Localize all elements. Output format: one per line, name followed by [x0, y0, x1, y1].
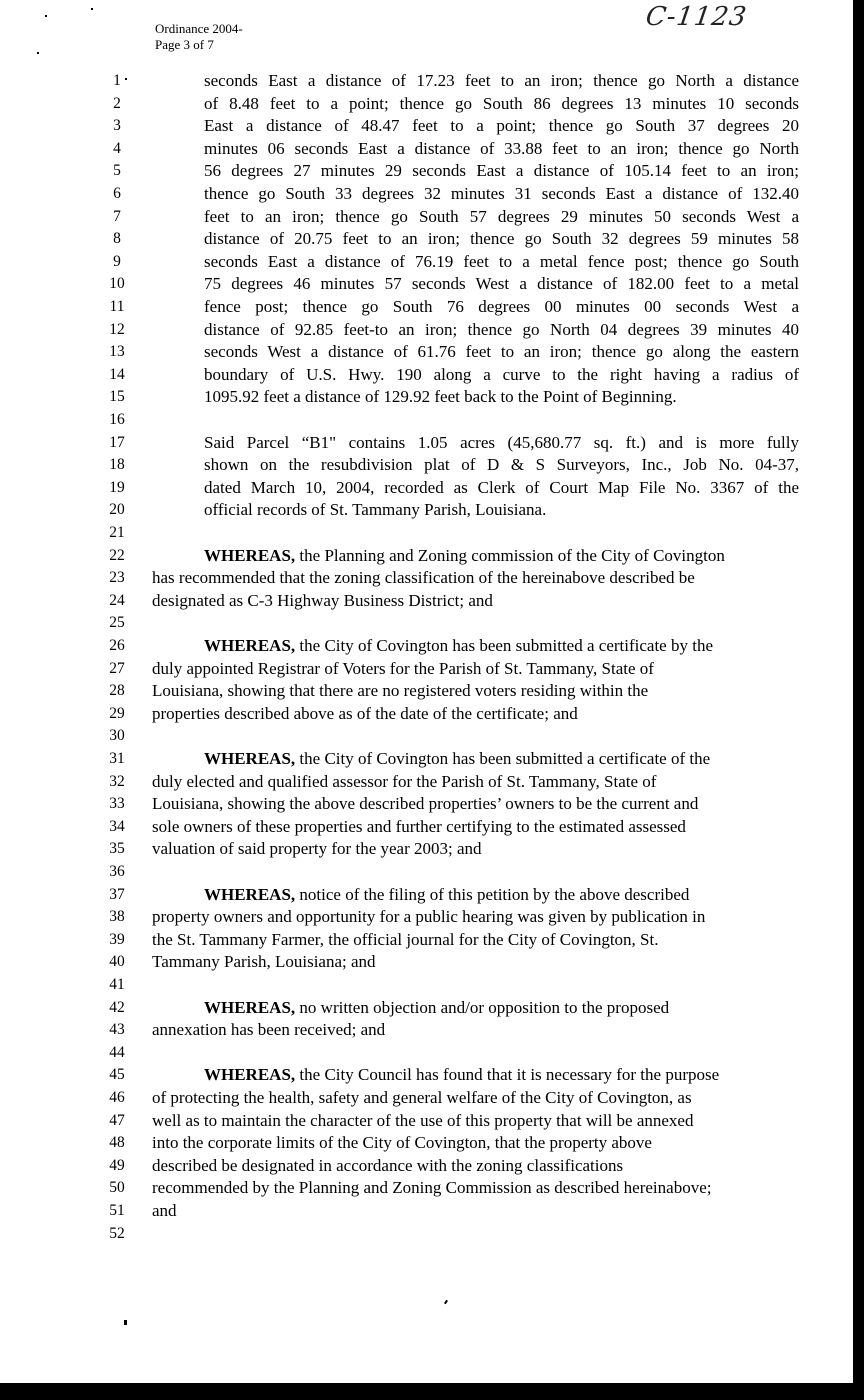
line-number: 33 — [109, 795, 125, 813]
line-number: 9 — [113, 252, 121, 270]
line-number: 41 — [109, 976, 125, 993]
line-number: 30 — [109, 727, 125, 745]
ordinance-number: Ordinance 2004- — [155, 21, 243, 36]
line-text — [152, 748, 710, 771]
document-line — [0, 884, 853, 907]
document-line — [0, 138, 853, 161]
line-number: 27 — [109, 659, 125, 677]
line-number: 28 — [109, 682, 125, 700]
document-line — [0, 206, 853, 229]
document-line — [0, 432, 853, 455]
line-number: 42 — [109, 998, 125, 1016]
document-line — [0, 1177, 853, 1200]
scan-speck — [124, 1320, 127, 1325]
line-text: shown on the resubdivision plat of D & S Surveyors, Inc., Job No. 04-37, — [204, 455, 799, 475]
scan-speck — [37, 52, 39, 54]
line-number: 34 — [109, 817, 125, 835]
line-text: seconds East a distance of 76.19 feet to a metal fence post; thence go South — [204, 251, 799, 271]
document-line — [0, 612, 853, 635]
line-text — [152, 635, 713, 658]
line-number: 31 — [109, 750, 125, 767]
document-line — [0, 93, 853, 116]
line-number: 12 — [109, 320, 125, 338]
line-number: 39 — [109, 930, 125, 948]
line-text: boundary of U.S. Hwy. 190 along a curve to the right having a radius of — [204, 364, 799, 384]
document-line — [0, 1223, 853, 1246]
document-line — [0, 951, 853, 974]
line-number: 48 — [109, 1134, 125, 1152]
whereas-keyword: WHEREAS, — [204, 1065, 296, 1085]
line-number: 44 — [109, 1043, 125, 1061]
line-text: designated as C-3 Highway Business District; and — [152, 590, 493, 610]
line-number: 10 — [109, 275, 125, 293]
document-line — [0, 296, 853, 319]
line-number: 13 — [109, 343, 125, 361]
whereas-keyword: WHEREAS, — [204, 636, 296, 655]
document-line — [0, 771, 853, 794]
line-number: 22 — [109, 546, 125, 564]
line-number: 49 — [109, 1156, 125, 1174]
line-text: valuation of said property for the year 2003; and — [152, 839, 482, 859]
line-number: 18 — [109, 456, 125, 474]
handwritten-stamp: C-1123 — [643, 2, 749, 32]
page-number: Page 3 of 7 — [155, 37, 214, 52]
line-number: 17 — [109, 433, 125, 451]
line-text: the St. Tammany Farmer, the official journal for the City of Covington, St. — [152, 929, 659, 949]
line-text: 75 degrees 46 minutes 57 seconds West a distance of 182.00 feet to a metal — [204, 274, 799, 294]
document-line — [0, 1155, 853, 1178]
line-text — [152, 997, 669, 1020]
line-text: East a distance of 48.47 feet to a point; thence go South 37 degrees 20 — [204, 116, 799, 136]
line-text: sole owners of these properties and further certifying to the estimated assessed — [152, 816, 686, 836]
line-number: 38 — [109, 908, 125, 926]
line-text: Louisiana, showing that there are no registered voters residing within the — [152, 681, 649, 701]
line-text: thence go South 33 degrees 32 minutes 31 seconds East a distance of 132.40 — [204, 184, 799, 203]
line-text-rest: notice of the filing of this petition by the above described — [295, 884, 690, 904]
line-number: 51 — [109, 1202, 125, 1219]
line-number: 25 — [109, 614, 125, 632]
line-text: feet to an iron; thence go South 57 degrees 29 minutes 50 seconds West a — [204, 206, 799, 226]
document-line — [0, 1087, 853, 1110]
line-text: recommended by the Planning and Zoning Commission as described hereinabove; — [152, 1178, 712, 1198]
document-line — [0, 477, 853, 500]
document-line — [0, 454, 853, 477]
document-line — [0, 567, 853, 590]
line-number: 46 — [109, 1089, 125, 1106]
line-text: duly elected and qualified assessor for the Parish of St. Tammany, State of — [152, 771, 657, 791]
document-line — [0, 974, 853, 997]
document-line — [0, 590, 853, 613]
document-line — [0, 273, 853, 296]
whereas-keyword: WHEREAS, — [204, 749, 296, 768]
document-line — [0, 1019, 853, 1042]
line-number: 45 — [109, 1066, 125, 1084]
line-text: of protecting the health, safety and general welfare of the City of Covington, as — [152, 1088, 692, 1107]
document-line — [0, 386, 853, 409]
scan-speck — [444, 1300, 448, 1304]
document-line — [0, 997, 853, 1020]
line-text: Louisiana, showing the above described properties’ owners to be the current and — [152, 794, 699, 814]
document-line — [0, 838, 853, 861]
line-text-rest: the City of Covington has been submitted a certificate of the — [295, 749, 711, 768]
line-number: 29 — [109, 704, 125, 722]
line-text-rest: the City of Covington has been submitted a certificate by the — [295, 636, 713, 655]
line-text: into the corporate limits of the City of Covington, that the property above — [152, 1133, 652, 1153]
line-text: distance of 20.75 feet to an iron; thence go South 32 degrees 59 minutes 58 — [204, 229, 799, 249]
line-number: 19 — [109, 478, 125, 496]
document-line — [0, 861, 853, 884]
line-text: distance of 92.85 feet-to an iron; thence go North 04 degrees 39 minutes 40 — [204, 319, 799, 339]
line-text: 1095.92 feet a distance of 129.92 feet back to the Point of Beginning. — [204, 387, 677, 407]
line-number: 2 — [113, 94, 121, 112]
line-text: 56 degrees 27 minutes 29 seconds East a distance of 105.14 feet to an iron; — [204, 161, 799, 181]
line-text — [152, 545, 725, 568]
page-header — [155, 21, 243, 53]
line-text: fence post; thence go South 76 degrees 00 minutes 00 seconds West a — [204, 297, 799, 316]
line-number: 7 — [113, 207, 121, 225]
document-line — [0, 929, 853, 952]
line-number: 21 — [109, 524, 125, 541]
line-text-rest: no written objection and/or opposition to the proposed — [295, 997, 670, 1017]
line-text: properties described above as of the date of the certificate; and — [152, 703, 578, 723]
scan-speck — [91, 8, 93, 10]
whereas-keyword: WHEREAS, — [204, 997, 296, 1017]
line-number: 50 — [109, 1179, 125, 1197]
document-line — [0, 341, 853, 364]
document-line — [0, 319, 853, 342]
scan-speck — [45, 15, 47, 17]
line-number: 5 — [113, 162, 121, 180]
line-number: 37 — [109, 885, 125, 903]
line-number: 1 — [113, 72, 121, 89]
document-line — [0, 228, 853, 251]
document-line — [0, 816, 853, 839]
document-line — [0, 1042, 853, 1065]
whereas-keyword: WHEREAS, — [204, 545, 296, 565]
line-number: 3 — [113, 117, 121, 135]
line-text: described be designated in accordance with the zoning classifications — [152, 1155, 624, 1175]
line-number: 23 — [109, 569, 125, 587]
whereas-keyword: WHEREAS, — [204, 884, 296, 904]
document-line — [0, 658, 853, 681]
document-line — [0, 160, 853, 183]
document-line — [0, 725, 853, 748]
line-text: annexation has been received; and — [152, 1020, 386, 1040]
document-line — [0, 906, 853, 929]
line-number: 26 — [109, 637, 125, 654]
line-text: dated March 10, 2004, recorded as Clerk of Court Map File No. 3367 of the — [204, 477, 799, 497]
document-line — [0, 251, 853, 274]
line-text: well as to maintain the character of the use of this property that will be annexed — [152, 1110, 694, 1130]
document-line — [0, 522, 853, 545]
line-number: 35 — [109, 840, 125, 858]
line-text: Tammany Parish, Louisiana; and — [152, 952, 376, 972]
line-text — [152, 1064, 719, 1087]
document-line — [0, 499, 853, 522]
document-line — [0, 635, 853, 658]
line-number: 32 — [109, 772, 125, 790]
document-line — [0, 680, 853, 703]
line-number: 47 — [109, 1111, 125, 1129]
document-line — [0, 183, 853, 206]
line-number: 40 — [109, 953, 125, 971]
scan-speck — [125, 78, 127, 80]
line-text: of 8.48 feet to a point; thence go South 86 degrees 13 minutes 10 seconds — [204, 93, 799, 113]
line-text: official records of St. Tammany Parish, Louisiana. — [204, 500, 547, 520]
line-text-rest: the Planning and Zoning commission of the City of Covington — [295, 545, 725, 565]
line-text: property owners and opportunity for a public hearing was given by publication in — [152, 907, 706, 927]
document-line — [0, 70, 853, 93]
line-number: 6 — [113, 185, 121, 202]
line-number: 8 — [113, 230, 121, 248]
line-number: 36 — [109, 863, 125, 880]
line-number: 14 — [109, 365, 125, 383]
document-line — [0, 748, 853, 771]
line-text: minutes 06 seconds East a distance of 33.88 feet to an iron; thence go North — [204, 138, 799, 158]
document-line — [0, 409, 853, 432]
document-line — [0, 364, 853, 387]
line-text: Said Parcel “B1" contains 1.05 acres (45,680.77 sq. ft.) and is more fully — [204, 432, 799, 452]
line-number: 24 — [109, 591, 125, 609]
line-text: duly appointed Registrar of Voters for the Parish of St. Tammany, State of — [152, 658, 654, 678]
document-line — [0, 1132, 853, 1155]
line-text: seconds East a distance of 17.23 feet to an iron; thence go North a distance — [204, 71, 799, 90]
document-line — [0, 1064, 853, 1087]
line-text: has recommended that the zoning classification of the hereinabove described be — [152, 568, 695, 588]
line-number: 20 — [109, 501, 125, 519]
line-number: 52 — [109, 1224, 125, 1242]
line-text-rest: the City Council has found that it is necessary for the purpose — [295, 1065, 720, 1085]
document-line — [0, 115, 853, 138]
line-number: 11 — [109, 298, 125, 315]
line-number: 43 — [109, 1021, 125, 1039]
line-text: seconds West a distance of 61.76 feet to an iron; thence go along the eastern — [204, 342, 799, 362]
line-number: 16 — [109, 411, 125, 428]
line-text — [152, 884, 689, 907]
document-line — [0, 703, 853, 726]
document-line — [0, 1200, 853, 1223]
document-line — [0, 1110, 853, 1133]
line-number: 15 — [109, 388, 125, 406]
document-line — [0, 545, 853, 568]
line-number: 4 — [113, 139, 121, 157]
line-text: and — [152, 1201, 177, 1220]
document-line — [0, 793, 853, 816]
